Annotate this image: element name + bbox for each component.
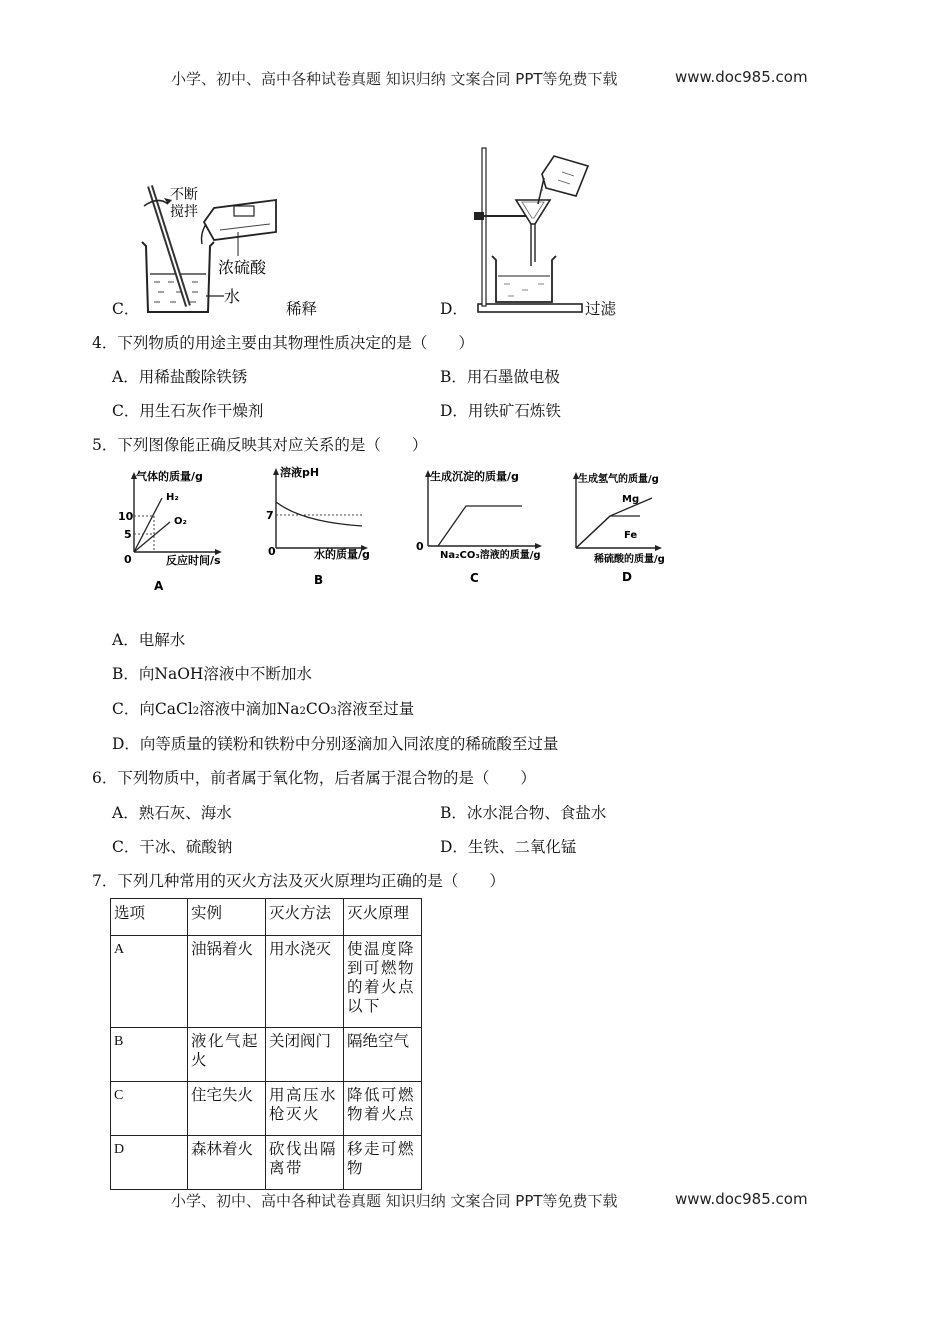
table-cell-method: 砍伐出隔离带 — [266, 1136, 344, 1190]
graph-a-line-o2 — [134, 522, 170, 552]
table-row — [111, 1028, 422, 1082]
header-url[interactable]: www.doc985.com — [675, 68, 808, 86]
table-header-row — [111, 899, 422, 936]
graph-a-letter: A — [154, 579, 164, 592]
fire-table — [110, 898, 422, 1190]
graph-a-origin: 0 — [124, 553, 132, 566]
graph-d-series-mg: Mg — [622, 494, 640, 505]
table-row — [111, 1136, 422, 1190]
q6-option-c[interactable]: C．干冰、硫酸钠 — [112, 838, 233, 856]
graph-c-ylabel: 生成沉淀的质量/g — [430, 470, 519, 483]
filtration-diagram — [462, 144, 622, 314]
table-cell-principle: 移走可燃物 — [344, 1136, 422, 1190]
q3-option-c-letter: C． — [112, 300, 140, 318]
graph-c-line — [438, 506, 522, 546]
q3-option-d-caption: 过滤 — [585, 300, 617, 318]
graph-b-letter: B — [314, 573, 324, 587]
q6-option-a[interactable]: A．熟石灰、海水 — [112, 804, 232, 822]
q7-stem: 7．下列几种常用的灭火方法及灭火原理均正确的是（ ） — [92, 872, 505, 890]
footer-url[interactable]: www.doc985.com — [675, 1190, 808, 1208]
graph-a-ylabel: 气体的质量/g — [136, 470, 203, 483]
q5-option-b[interactable]: B．向NaOH溶液中不断加水 — [112, 665, 312, 683]
table-cell-example: 住宅失火 — [188, 1082, 266, 1136]
graph-a-xlabel: 反应时间/s — [166, 554, 221, 567]
stir-label-1: 不断 — [170, 187, 198, 203]
table-cell-principle: 使温度降到可燃物的着火点以下 — [344, 936, 422, 1028]
q5-option-c-sub3: 3 — [330, 706, 337, 717]
q6-option-d[interactable]: D．生铁、二氧化锰 — [440, 838, 577, 856]
table-cell-option: A — [111, 936, 188, 1028]
graph-d-xlabel: 稀硫酸的质量/g — [594, 554, 665, 565]
q6-stem: 6．下列物质中，前者属于氧化物，后者属于混合物的是（ ） — [92, 769, 536, 787]
graph-a-series-h2: H₂ — [166, 492, 179, 503]
q4-stem: 4．下列物质的用途主要由其物理性质决定的是（ ） — [92, 334, 474, 352]
graph-b-ylabel: 溶液pH — [280, 466, 320, 479]
header-text: 小学、初中、高中各种试卷真题 知识归纳 文案合同 PPT等免费下载 — [171, 70, 618, 88]
graph-b-tick-7: 7 — [266, 509, 274, 522]
q5-stem: 5．下列图像能正确反映其对应关系的是（ ） — [92, 436, 428, 454]
page-header — [0, 68, 950, 92]
q4-option-d[interactable]: D．用铁矿石炼铁 — [440, 402, 561, 420]
q3-option-c-caption: 稀释 — [286, 300, 318, 318]
graph-b-origin: 0 — [268, 545, 276, 558]
table-cell-example: 森林着火 — [188, 1136, 266, 1190]
graph-c-xlabel: Na₂CO₃溶液的质量/g — [440, 550, 541, 561]
q5-option-c-part2: 溶液中滴加Na — [199, 700, 300, 718]
graph-d-ylabel: 生成氢气的质量/g — [578, 474, 659, 485]
table-cell-example: 液化气起火 — [188, 1028, 266, 1082]
q5-option-d[interactable]: D．向等质量的镁粉和铁粉中分别逐滴加入同浓度的稀硫酸至过量 — [112, 735, 559, 753]
footer-text: 小学、初中、高中各种试卷真题 知识归纳 文案合同 PPT等免费下载 — [171, 1192, 618, 1210]
graph-b-xlabel: 水的质量/g — [314, 548, 370, 561]
table-row — [111, 1082, 422, 1136]
dilution-diagram — [130, 182, 290, 318]
table-cell-option: D — [111, 1136, 188, 1190]
q4-option-a[interactable]: A．用稀盐酸除铁锈 — [112, 368, 248, 386]
table-cell-method: 用水浇灭 — [266, 936, 344, 1028]
graph-d-line-mg — [576, 498, 652, 548]
acid-label: 浓硫酸 — [218, 258, 267, 277]
table-cell-method: 关闭阀门 — [266, 1028, 344, 1082]
table-header-cell: 实例 — [188, 899, 266, 936]
q5-option-a[interactable]: A．电解水 — [112, 631, 186, 649]
graph-b-curve — [276, 502, 362, 526]
table-cell-method: 用高压水枪灭火 — [266, 1082, 344, 1136]
q6-option-b[interactable]: B．冰水混合物、食盐水 — [440, 804, 607, 822]
q5-option-c-part4: 溶液至过量 — [336, 700, 415, 718]
graph-c — [410, 466, 560, 588]
table-row — [111, 936, 422, 1028]
table-cell-option: C — [111, 1082, 188, 1136]
q4-option-c[interactable]: C．用生石灰作干燥剂 — [112, 402, 264, 420]
graph-a-line-h2 — [134, 498, 162, 552]
graph-a — [114, 466, 264, 592]
graph-b — [262, 462, 392, 588]
graph-a-tick-5: 5 — [124, 528, 132, 541]
q5-option-c[interactable] — [112, 697, 414, 719]
graph-a-tick-10: 10 — [118, 510, 134, 523]
graph-a-series-o2: O₂ — [174, 516, 187, 527]
graph-d-series-fe: Fe — [624, 530, 638, 541]
page-footer — [0, 1190, 950, 1214]
table-header-cell: 灭火原理 — [344, 899, 422, 936]
table-cell-principle: 降低可燃物着火点 — [344, 1082, 422, 1136]
graph-d-letter: D — [622, 570, 632, 584]
table-cell-example: 油锅着火 — [188, 936, 266, 1028]
water-label: 水 — [224, 287, 241, 306]
q5-option-c-part3: CO — [305, 700, 331, 718]
table-header-cell: 灭火方法 — [266, 899, 344, 936]
q5-option-c-sub2: 2 — [299, 706, 306, 717]
q5-option-c-part1: C．向CaCl — [112, 700, 193, 718]
table-cell-principle: 隔绝空气 — [344, 1028, 422, 1082]
q5-option-c-sub1: 2 — [192, 706, 200, 717]
graph-d — [566, 466, 670, 588]
table-cell-option: B — [111, 1028, 188, 1082]
graph-c-origin: 0 — [416, 540, 424, 553]
q3-option-d-letter: D． — [440, 300, 468, 318]
table-header-cell: 选项 — [111, 899, 188, 936]
q4-option-b[interactable]: B．用石墨做电极 — [440, 368, 560, 386]
stir-label-2: 搅拌 — [170, 204, 198, 220]
graph-c-letter: C — [470, 571, 479, 585]
